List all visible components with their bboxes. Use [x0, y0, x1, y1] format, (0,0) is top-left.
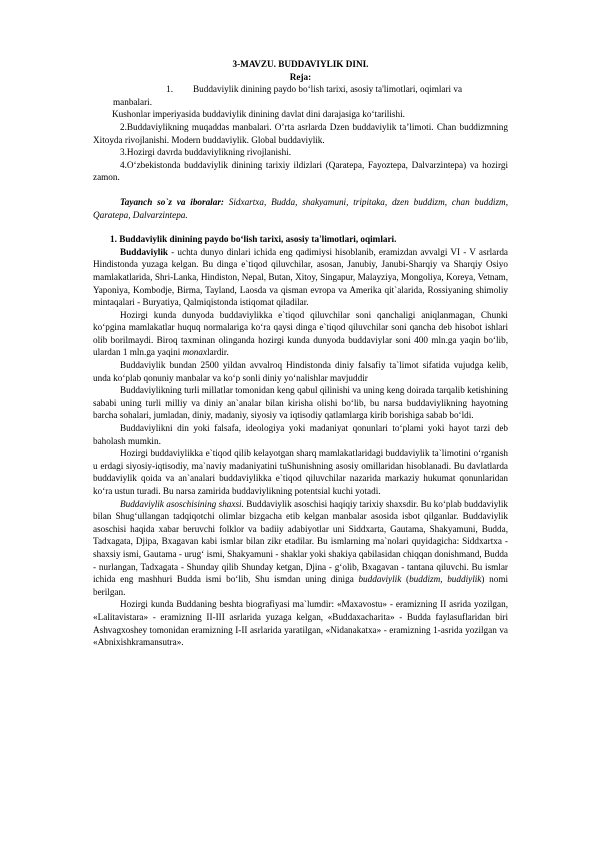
- document-title: 3-MAVZU. BUDDAVIYLIK DINI.: [232, 59, 369, 69]
- paragraph-1: [93, 246, 508, 309]
- plan-heading: Reja:: [289, 71, 312, 82]
- paragraph-7-paren: (: [401, 574, 410, 585]
- keywords-paragraph: [93, 196, 508, 221]
- section-1-heading: 1. Buddaviylik dinining paydo bo‘lish tarixi, asosiy ta'limotlari, oqimlari.: [110, 234, 397, 245]
- paragraph-7-italic-term: buddaviylik: [358, 574, 402, 585]
- paragraph-8: Hozirgi kunda Buddaning beshta biografiyasi ma`lumdir: «Maxavostu» - eramizning II asrida yozilgan, «Lalitavistara» - eramizning II-III asrlarida yuzaga kelgan, «Buddaxacharita» - Budda faylasuflaridan biri Ashvagxoshey tomonidan eramizning I-II asrlarida yaratilgan, «Nidanakatxa» - eramizning 1-asrida yozilgan va «Abnixishkramansutra».: [93, 599, 508, 648]
- paragraph-2: [93, 309, 508, 359]
- term-buddaviylik: Buddaviylik: [120, 246, 169, 257]
- spacer: [93, 221, 508, 233]
- plan-item-2: 2.Buddaviylikning muqaddas manbalari. O’rta asrlarda Dzen buddaviylik ta’limoti. Chan buddizmning Xitoyda rivojlanishi. Modern buddaviylik. Global buddaviylik.: [93, 121, 508, 145]
- paragraph-7-text: Buddaviylik asoschisi haqiqiy tarixiy shaxsdir. Bu ko‘plab buddaviylik bilan Shug‘ullangan tadqiqotchi olimlar bizgacha etib kelgan manbalar asosida isbot qilganlar. Buddaviylik asoschisi haqida xabar beruvchi folklor va badiiy adabiyotlar uni Siddxarta, Gautama, Shakyamuni, Budda, Tadxagata, Djipa, Bxagavan kabi ismlar bilan zikr etadilar. Bu ismlarning ma`nolari quyidagicha: Siddxartxa - shaxsiy ismi, Gautama - urug‘ ismi, Shakyamuni - shaklar yoki shakiya qabilasidan chiqqan donishmand, Budda - nurlangan, Tadxagata - Shunday qilib Shunday ketgan, Djina - g‘olib, Bxagavan - tantana qiluvchi. Bu ismlar ichida eng mashhuri Budda ismi bo‘lib, Shu ismdan uning diniga: [93, 498, 508, 585]
- paragraph-7-italic-lead: Buddaviylik asoschisining shaxsi.: [120, 498, 244, 509]
- paragraph-4: Buddaviylikning turli millatlar tomonidan keng qabul qilinishi va uning keng doirada tarqalib ketishining sababi uning turli milliy va diniy an`analar bilan kirisha olishi bo‘lib, bu narsa buddaviylikning hayotning barcha sohalari, jumladan, diniy, madaniy, siyosiy va iqtisodiy qatlamlarga kirib borishiga sabab bo‘ldi.: [93, 385, 508, 421]
- spacer: [93, 184, 508, 196]
- plan-item-1-text: Buddaviylik dinining paydo bo‘lish tarixi, asosiy ta'limotlari, oqimlari va: [193, 84, 463, 95]
- plan-item-1-continuation: manbalari.: [113, 96, 153, 107]
- paragraph-3: Buddaviylik bundan 2500 yildan avvalroq Hindistonda diniy falsafiy ta`limot sifatida vujudga kelib, unda ko‘plab qonuniy manbalar va ko‘p sonli diniy yo‘nalishlar mavjuddir: [93, 360, 508, 383]
- plan-item-1-subtopic: Kushonlar imperiyasida buddaviylik dinining davlat dini darajasiga ko‘tarilishi.: [112, 109, 405, 120]
- paragraph-7: [93, 498, 508, 599]
- plan-item-4: 4.O‘zbekistonda buddaviylik dinining tarixiy ildizlari (Qaratepa, Fayoztepa, Dalvarzintepa) va hozirgi zamon.: [93, 159, 508, 183]
- paragraph-2-text: Hozirgi kunda dunyoda buddaviylikka e`tiqod qiluvchilar soni qanchaligi aniqlanmagan, Chunki ko‘pgina mamlakatlar huquq normalariga ko‘ra qaysi dinga e`tiqod qiluvchilar soni qancha deb hisobot ishlari olib borilmaydi. Biroq taxminan olinganda hozirgi kunda dunyoda buddaviylar soni 400 mln.ga yaqin bo‘lib, ulardan 1 mln.ga yaqini: [93, 309, 508, 358]
- plan-item-3: 3.Hozirgi davrda buddaviylikning rivojlanishi.: [120, 147, 292, 158]
- paragraph-2-italic: monax: [182, 347, 208, 358]
- keywords-label: Tayanch so`z va iboralar:: [120, 196, 224, 207]
- paragraph-2-end: lardir.: [207, 347, 229, 358]
- paragraph-7-end: ) nomi berilgan.: [93, 574, 509, 597]
- paragraph-5: Buddaviylikni din yoki falsafa, ideologiya yoki madaniyat qonunlari to‘plami yoki hayot tarzi deb baholash mumkin.: [93, 423, 508, 446]
- plan-item-1-number: 1.: [166, 84, 173, 95]
- paragraph-6: Hozirgi buddaviylikka e`tiqod qilib kelayotgan sharq mamlakatlaridagi buddaviylik ta`limotini o‘rganish u erdagi siyosiy-iqtisodiy, ma`naviy madaniyatini tuShunishning asosiy omillaridan hisoblanadi. Bu davlatlarda buddaviylik qoida va an`analari buddaviylikka e`tiqod qiluvchilar nazarida markaziy hukumat qonunlaridan ko‘ra ustun turadi. Bu narsa zamirida buddaviylikning potentsial kuchi yotadi.: [93, 448, 508, 496]
- paragraph-7-italic-alt: buddizm, buddiylik: [409, 574, 482, 585]
- keywords-text: Sidxartxa, Budda, shakyamuni, tripitaka, dzen buddizm, chan buddizm, Qaratepa, Dalvarzintepa.: [93, 196, 508, 220]
- plan-item-1: [93, 83, 508, 96]
- document-page: [93, 58, 508, 649]
- paragraph-1-text: - uchta dunyo dinlari ichida eng qadimiysi hisoblanib, eramizdan avvalgi VI - V asrlarda Hindistonda yuzaga kelgan. Bu dinga e`tiqod qiluvchilar, asosan, Janubiy, Janubi-Sharqiy va Sharqiy Osiyo mamlakatlarida, Shri-Lanka, Hindiston, Nepal, Butan, Xitoy, Singapur, Malayziya, Mongoliya, Koreya, Vetnam, Yaponiya, Kombodje, Birma, Tayland, Laosda va qisman evropa va Amerika qit`alarida, Rossiyaning shimoliy mintaqalari - Buryatiya, Qalmiqistonda istiqomat qiladilar.: [93, 246, 508, 308]
